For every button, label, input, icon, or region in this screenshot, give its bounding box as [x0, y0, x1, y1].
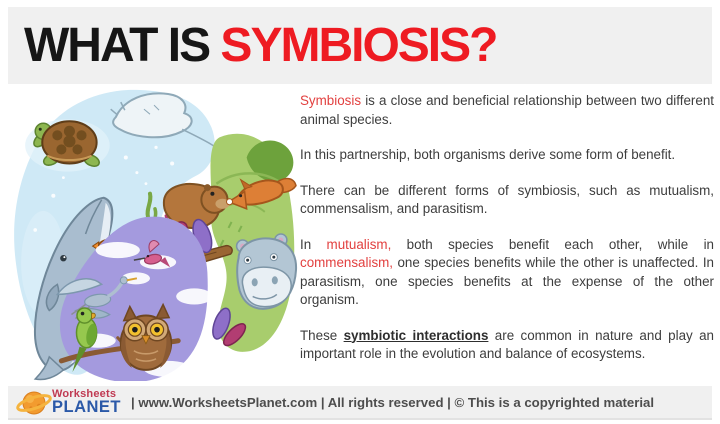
- logo-worksheets-text: Worksheets: [52, 387, 117, 400]
- paragraph-types-mid: both species benefit each other, while in: [391, 236, 714, 252]
- paragraph-forms: There can be different forms of symbiosis, such as mutualism, commensalism, and parasitism.: [300, 182, 714, 216]
- paragraph-conclusion-pre: These: [300, 327, 344, 343]
- mutualism-keyword: mutualism,: [326, 236, 392, 252]
- paragraph-conclusion-rest: are common in nature and play an important role in the evolution and balance of ecosystems.: [300, 327, 714, 361]
- header-bar: [8, 7, 712, 84]
- page-title: [8, 18, 497, 72]
- habitats-illustration: [5, 87, 299, 381]
- title-black-part: WHAT IS: [24, 18, 221, 72]
- worksheets-planet-logo: [16, 385, 121, 419]
- commensalism-keyword: commensalism,: [300, 255, 394, 270]
- copyright-text: | www.WorksheetsPlanet.com | All rights reserved | © This is a copyrighted material: [131, 394, 655, 410]
- paragraph-types: [300, 236, 714, 310]
- paragraph-partnership: In this partnership, both organisms derive some form of benefit.: [300, 147, 676, 162]
- paragraph-conclusion: [300, 327, 714, 364]
- symbiotic-interactions-underlined: symbiotic interactions: [343, 327, 489, 343]
- logo-wordmark: [52, 389, 121, 416]
- hippo-illustration: [237, 234, 296, 309]
- paragraph-types-rest: one species benefits while the other is unaffected. In parasitism, one species benefits at the expense of the other organism.: [300, 255, 714, 307]
- paragraph-definition-rest: is a close and beneficial relationship between two different animal species.: [300, 93, 714, 127]
- title-red-part: SYMBIOSIS?: [220, 18, 497, 72]
- paragraph-types-pre: In: [300, 236, 327, 252]
- footer-bar: [8, 386, 712, 420]
- planet-icon: [16, 385, 58, 419]
- paragraph-definition: [300, 92, 714, 129]
- body-text: [300, 92, 714, 381]
- logo-planet-text: PLANET: [52, 397, 121, 416]
- symbiosis-keyword: Symbiosis: [300, 93, 362, 108]
